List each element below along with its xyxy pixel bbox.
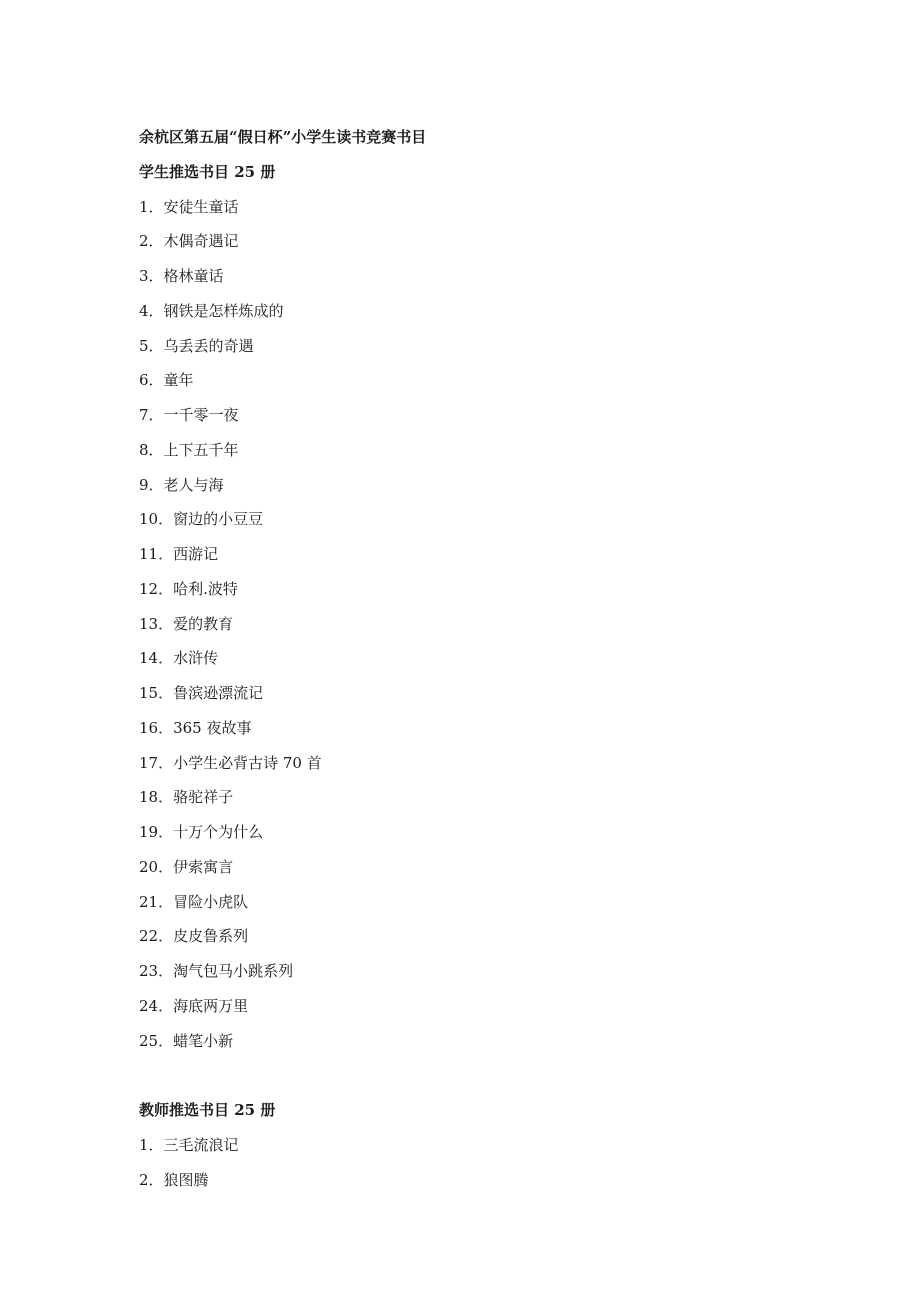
document-content bbox=[139, 120, 839, 1197]
list-item: 8．上下五千年 bbox=[139, 440, 239, 459]
list-item: 6．童年 bbox=[139, 371, 194, 390]
student-book-list bbox=[139, 190, 839, 1059]
section-spacer bbox=[139, 1058, 839, 1093]
list-item: 19．十万个为什么 bbox=[139, 823, 264, 841]
list-item: 2．木偶奇遇记 bbox=[139, 232, 239, 251]
list-item: 9．老人与海 bbox=[139, 475, 224, 494]
list-item: 1．安徒生童话 bbox=[139, 197, 239, 216]
list-item: 14．水浒传 bbox=[139, 649, 219, 668]
list-item: 24．海底两万里 bbox=[139, 996, 249, 1015]
list-item: 5．乌丢丢的奇遇 bbox=[139, 336, 254, 355]
list-item: 12．哈利.波特 bbox=[139, 579, 238, 598]
list-item: 13．爱的教育 bbox=[139, 614, 234, 633]
list-item: 20．伊索寓言 bbox=[139, 857, 234, 876]
list-item: 17．小学生必背古诗 70 首 bbox=[139, 753, 322, 772]
teacher-book-list bbox=[139, 1128, 839, 1198]
document-title: 余杭区第五届“假日杯”小学生读书竞赛书目 bbox=[139, 128, 427, 146]
list-item: 15．鲁滨逊漂流记 bbox=[139, 684, 264, 702]
list-item: 16．365 夜故事 bbox=[139, 718, 252, 737]
list-item: 1．三毛流浪记 bbox=[139, 1135, 239, 1154]
list-item: 7．一千零一夜 bbox=[139, 406, 239, 424]
list-item: 22．皮皮鲁系列 bbox=[139, 927, 249, 946]
list-item: 25．蜡笔小新 bbox=[139, 1031, 234, 1050]
list-item: 3．格林童话 bbox=[139, 267, 224, 285]
list-item: 2．狼图腾 bbox=[139, 1170, 209, 1189]
student-section-heading: 学生推选书目 25 册 bbox=[139, 162, 276, 181]
list-item: 18．骆驼祥子 bbox=[139, 788, 234, 807]
list-item: 11．西游记 bbox=[139, 545, 219, 563]
teacher-section-heading: 教师推选书目 25 册 bbox=[139, 1101, 276, 1119]
list-item: 21．冒险小虎队 bbox=[139, 892, 249, 911]
list-item: 10．窗边的小豆豆 bbox=[139, 510, 264, 529]
list-item: 4．钢铁是怎样炼成的 bbox=[139, 301, 284, 320]
list-item: 23．淘气包马小跳系列 bbox=[139, 962, 294, 980]
